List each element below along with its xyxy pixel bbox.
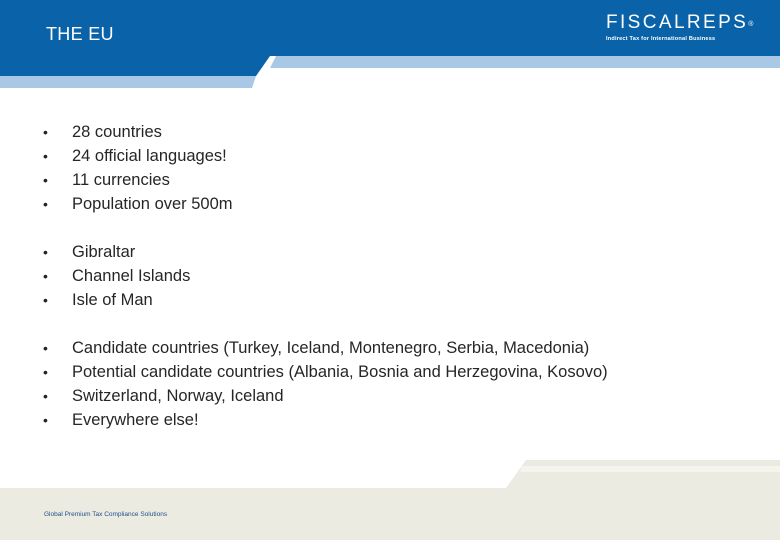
bullet-icon: • — [43, 172, 48, 188]
list-item: • Everywhere else! — [40, 408, 608, 432]
list-item: • 24 official languages! — [40, 144, 233, 168]
logo-registered-mark: ® — [748, 21, 754, 28]
bullet-list-territories — [40, 240, 190, 312]
bullet-icon: • — [43, 340, 48, 356]
list-item: • 11 currencies — [40, 168, 233, 192]
bullet-list-non-eu — [40, 336, 608, 432]
bullet-icon: • — [43, 412, 48, 428]
bullet-list-eu-facts — [40, 120, 233, 216]
list-item: • Channel Islands — [40, 264, 190, 288]
slide-title: THE EU — [46, 24, 114, 44]
slide-footer — [0, 460, 780, 540]
bullet-icon: • — [43, 268, 48, 284]
logo-name: FISCALREPS — [606, 12, 749, 33]
list-item: • Isle of Man — [40, 288, 190, 312]
bullet-icon: • — [43, 292, 48, 308]
bullet-icon: • — [43, 388, 48, 404]
slide-header — [0, 0, 780, 88]
list-item: • Potential candidate countries (Albania, Bosnia and Herzegovina, Kosovo) — [40, 360, 608, 384]
bullet-icon: • — [43, 364, 48, 380]
list-item: • Candidate countries (Turkey, Iceland, Montenegro, Serbia, Macedonia) — [40, 336, 608, 360]
logo-tagline: Indirect Tax for International Business — [606, 36, 716, 42]
bullet-icon: • — [43, 244, 48, 260]
list-item: • 28 countries — [40, 120, 233, 144]
bullet-icon: • — [43, 196, 48, 212]
list-item: • Gibraltar — [40, 240, 190, 264]
list-item: • Switzerland, Norway, Iceland — [40, 384, 608, 408]
footer-banner-shape — [0, 460, 780, 540]
bullet-icon: • — [43, 124, 48, 140]
bullet-icon: • — [43, 148, 48, 164]
list-item: • Population over 500m — [40, 192, 233, 216]
company-logo — [606, 12, 754, 42]
footer-tagline: Global Premium Tax Compliance Solutions — [44, 511, 168, 518]
